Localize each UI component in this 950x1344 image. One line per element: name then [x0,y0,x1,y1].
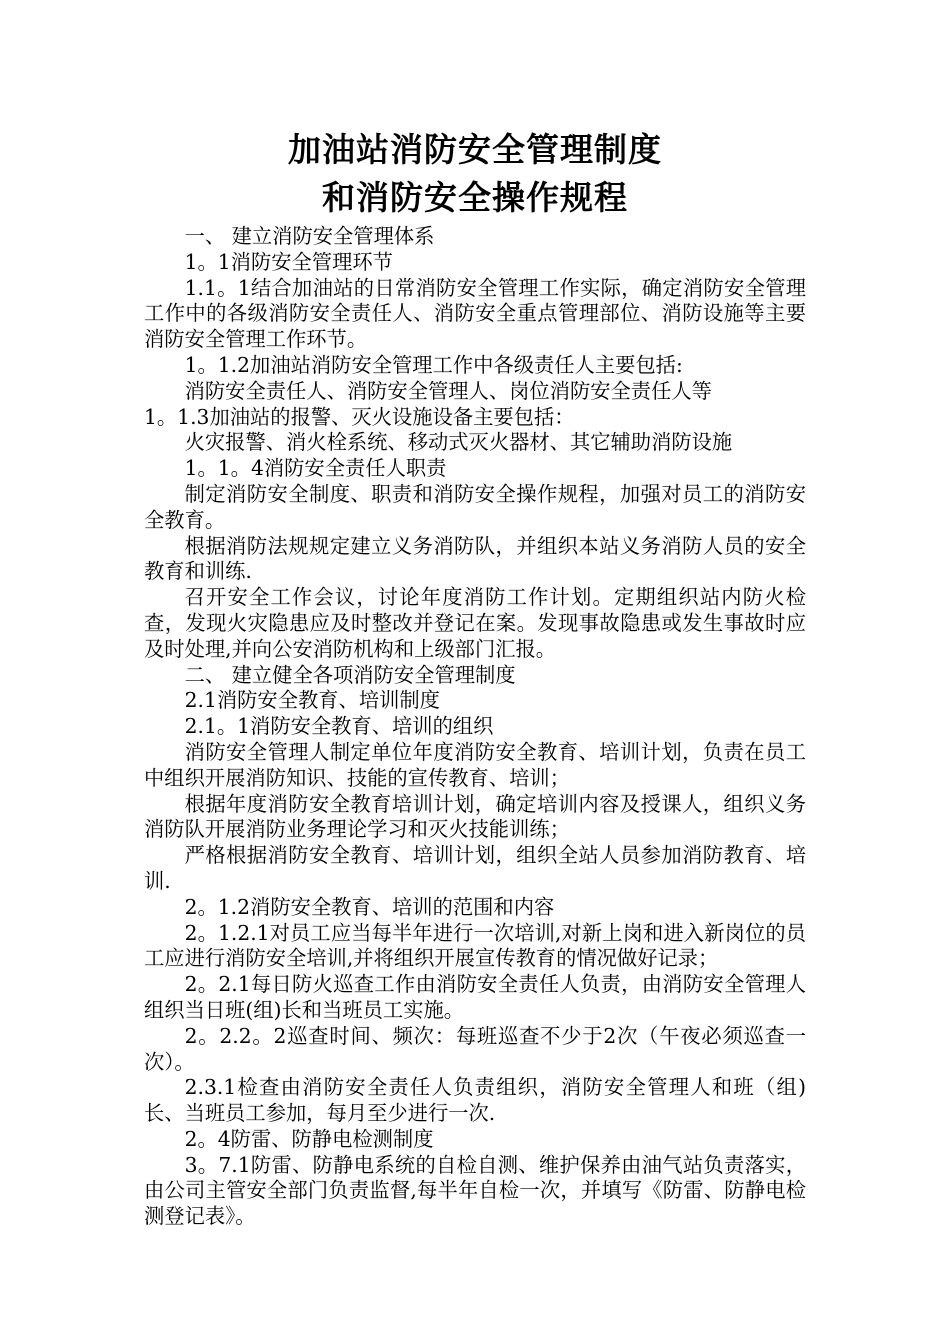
body-paragraph: 一、 建立消防安全管理体系 [184,224,435,248]
document-body [144,224,806,1230]
body-paragraph: 2.1消防安全教育、培训制度 [184,688,440,713]
body-paragraph: 3。7.1防雷、防静电系统的自检自测、维护保养由油气站负责落实，由公司主管安全部门负责监督,每半年自检一次，并填写《防雷、防静电检测登记表》。 [144,1152,806,1229]
body-paragraph: 2。2.2。2巡查时间、频次：每班巡查不少于2次（午夜必须巡查一次）。 [144,1023,806,1074]
body-paragraph: 2。1.2.1对员工应当每半年进行一次培训,对新上岗和进入新岗位的员工应进行消防安全培训,并将组织开展宣传教育的情况做好记录； [144,920,806,971]
body-paragraph: 根据消防法规规定建立义务消防队，并组织本站义务消防人员的安全教育和训练. [144,533,806,584]
body-paragraph: 制定消防安全制度、职责和消防安全操作规程，加强对员工的消防安全教育。 [144,481,806,532]
body-paragraph: 火灾报警、消火栓系统、移动式灭火器材、其它辅助消防设施 [184,430,733,455]
body-paragraph: 1。1.2加油站消防安全管理工作中各级责任人主要包括: [184,352,683,377]
body-paragraph: 根据年度消防安全教育培训计划，确定培训内容及授课人，组织义务消防队开展消防业务理论学习和灭火技能训练； [144,791,806,842]
body-paragraph: 严格根据消防安全教育、培训计划，组织全站人员参加消防教育、培训. [144,843,806,893]
document-title-line-2: 和消防安全操作规程 [322,178,628,217]
body-paragraph: 2.1。1消防安全教育、培训的组织 [184,714,494,739]
body-paragraph: 1。1。4消防安全责任人职责 [184,456,447,481]
body-paragraph: 2。4防雷、防静电检测制度 [184,1126,434,1151]
body-paragraph: 1。1消防安全管理环节 [184,249,393,274]
body-paragraph: 1。1.3加油站的报警、灭火设施设备主要包括： [144,404,575,429]
body-paragraph: 2。1.2消防安全教育、培训的范围和内容 [184,894,555,919]
document-title-line-1: 加油站消防安全管理制度 [288,130,662,169]
body-paragraph: 二、 建立健全各项消防安全管理制度 [184,662,516,687]
body-paragraph: 消防安全管理人制定单位年度消防安全教育、培训计划，负责在员工中组织开展消防知识、技能的宣传教育、培训； [144,739,806,790]
body-paragraph: 2.3.1检查由消防安全责任人负责组织，消防安全管理人和班（组)长、当班员工参加，每月至少进行一次. [144,1075,806,1126]
body-paragraph: 召开安全工作会议，讨论年度消防工作计划。定期组织站内防火检查，发现火灾隐患应及时整改并登记在案。发现事故隐患或发生事故时应及时处理,并向公安消防机构和上级部门汇报。 [144,585,806,661]
body-paragraph: 消防安全责任人、消防安全管理人、岗位消防安全责任人等 [184,378,712,403]
body-paragraph: 2。2.1每日防火巡查工作由消防安全责任人负责，由消防安全管理人组织当日班(组)长和当班员工实施。 [144,972,806,1022]
body-paragraph: 1.1。1结合加油站的日常消防安全管理工作实际，确定消防安全管理工作中的各级消防安全责任人、消防安全重点管理部位、消防设施等主要消防安全管理工作环节。 [144,275,806,352]
